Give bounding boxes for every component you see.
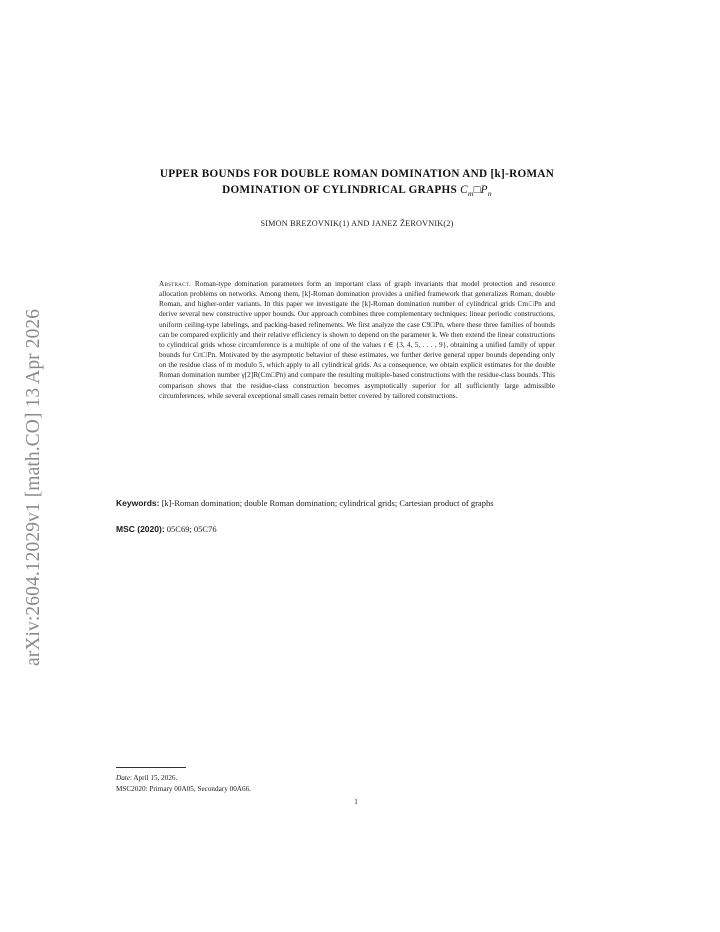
footnote-msc: MSC2020: Primary 00A05, Secondary 00A66. [116, 785, 251, 793]
title-math-p: P [480, 184, 488, 196]
msc-label: MSC (2020): [116, 524, 165, 534]
keywords-label: Keywords: [116, 498, 160, 508]
msc-text: 05C69; 05C76 [166, 524, 217, 534]
page-number: 1 [354, 798, 358, 806]
title-math-sub-m: m [467, 189, 474, 199]
arxiv-identifier-stamp: arXiv:2604.12029v1 [math.CO] 13 Apr 2026 [23, 308, 44, 666]
paper-authors: SIMON BREZOVNIK(1) AND JANEZ ŽEROVNIK(2) [260, 219, 454, 228]
keywords-section [116, 497, 600, 510]
title-line-1: UPPER BOUNDS FOR DOUBLE ROMAN DOMINATION AND [k]-ROMAN [159, 168, 555, 180]
abstract-body: Roman-type domination parameters form an important class of graph invariants that model protection and resource allocation problems on networks. Among them, [k]-Roman domination provides a unified framework that generalizes Roman, double Roman, and higher-order variants. In this paper we investigate the [k]-Roman domination number of cylindrical grids Cm□Pn and derive several new constructive upper bounds. Our approach combines three complementary techniques: linear periodic constructions, uniform ceiling-type labelings, and packing-based refinements. We first analyze the case C9□Pn, where these three families of bounds can be compared explicitly and their relative efficiency is shown to depend on the parameter k. We then extend the linear constructions to cylindrical grids whose circumference is a multiple of one of the values r ∈ {3, 4, 5, . . . , 9}, obtaining a unified family of upper bounds for Crt□Pn. Motivated by the asymptotic behavior of these estimates, we further derive general upper bounds depending only on the residue class of m modulo 5, which apply to all cylindrical grids. As a consequence, we obtain explicit estimates for the double Roman domination number γ[2]R(Cm□Pn) and compare the resulting multiple-based constructions with the residue-class bounds. This comparison shows that the residue-class construction becomes asymptotically superior for all sufficiently large admissible circumferences, while several exceptional small cases remain better covered by tailored constructions. [159, 279, 555, 400]
title-math-sub-n: n [487, 189, 492, 199]
title-line-2-text: DOMINATION OF CYLINDRICAL GRAPHS [222, 184, 461, 196]
footnote-date-value: : April 15, 2026. [129, 774, 178, 782]
footnote-date [116, 774, 177, 782]
msc-section [116, 524, 217, 534]
abstract-label: Abstract. [159, 279, 192, 288]
title-line-2 [112, 182, 602, 202]
keywords-text: [k]-Roman domination; double Roman domination; cylindrical grids; Cartesian product of graphs [161, 498, 494, 508]
paper-title [112, 166, 602, 202]
title-math-box: □ [473, 184, 481, 196]
footnote-date-label: Date [116, 774, 130, 782]
footnote-divider [116, 767, 186, 768]
abstract [159, 279, 555, 401]
title-math-c: C [460, 184, 468, 196]
